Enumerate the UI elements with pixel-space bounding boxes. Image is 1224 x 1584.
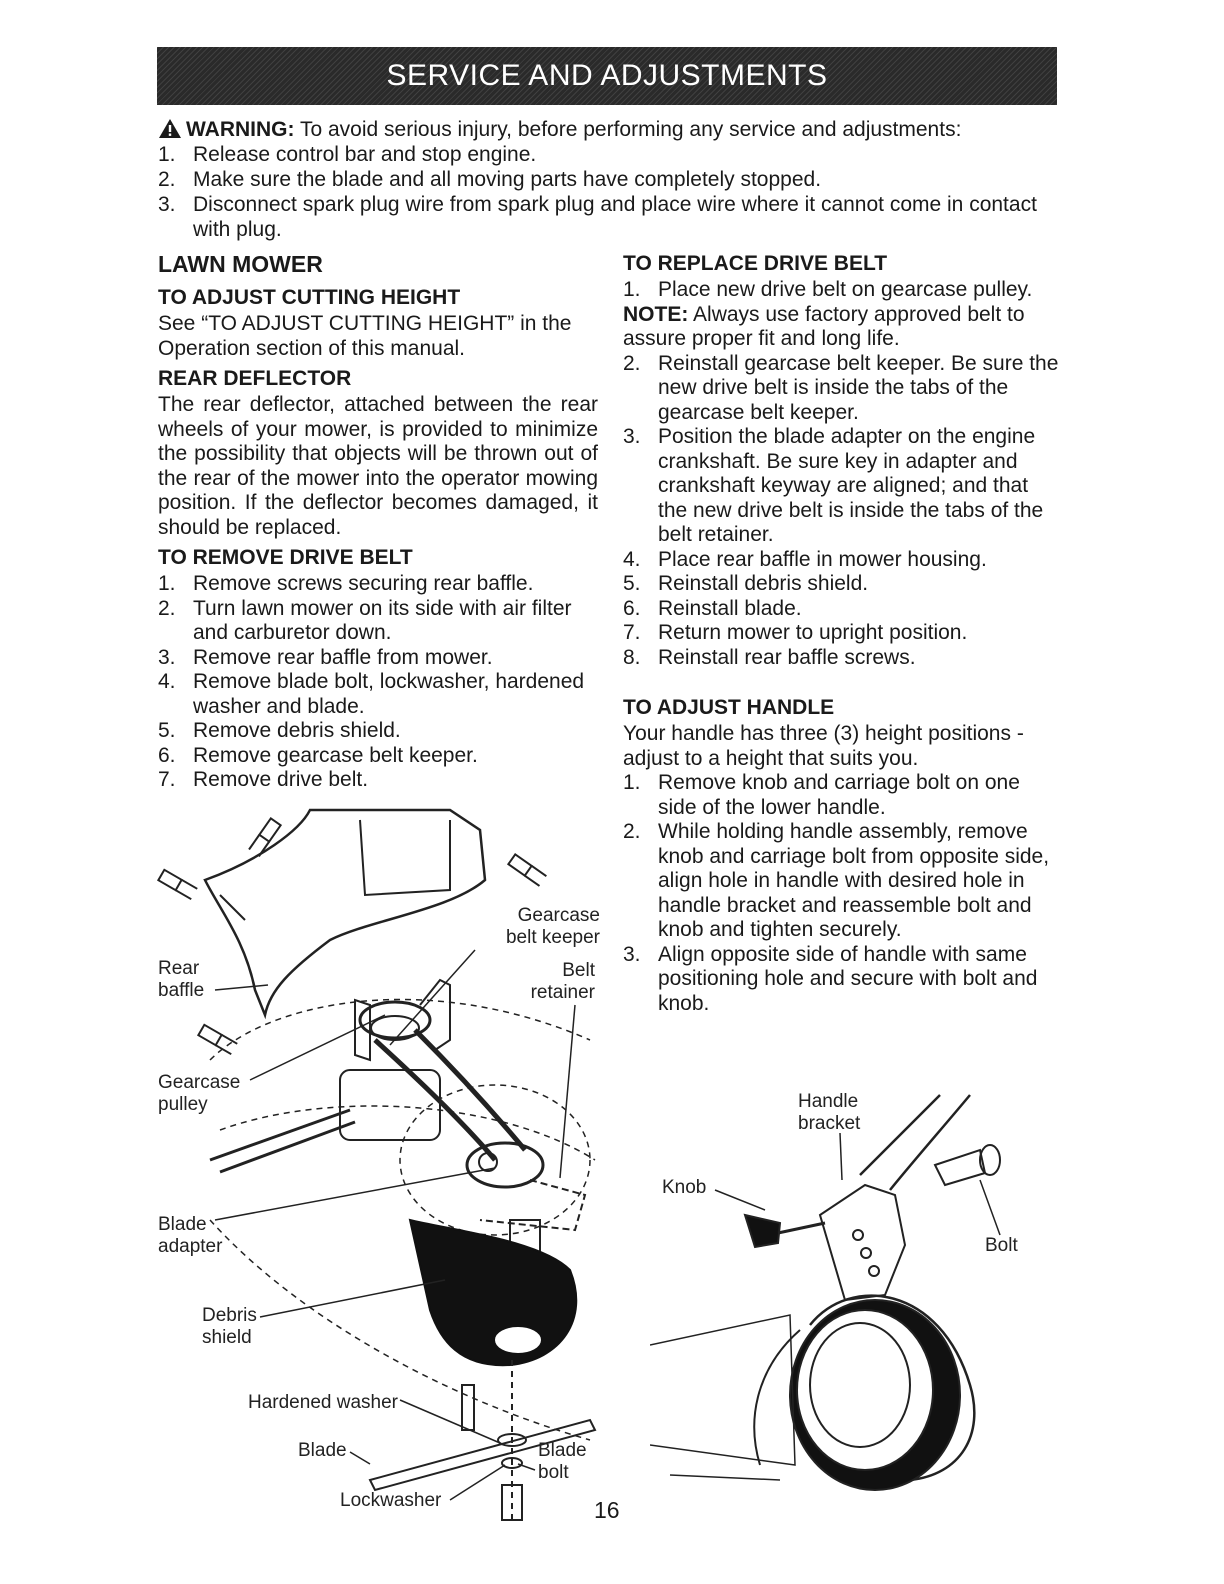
step-number: 3. [623, 425, 641, 448]
section-heading-lawn-mower: LAWN MOWER [158, 251, 323, 277]
note-text: Always use factory approved belt to assure proper fit and long life. [623, 302, 1025, 350]
list-item [623, 771, 1063, 820]
step-text: Remove screws securing rear baffle. [193, 572, 534, 595]
label-hardened-washer: Hardened washer [248, 1392, 398, 1413]
heading-replace-drive-belt: TO REPLACE DRIVE BELT [623, 252, 888, 275]
section-banner [157, 47, 1057, 105]
list-item [623, 572, 1063, 597]
step-text: Release control bar and stop engine. [193, 143, 537, 166]
step-text: Remove rear baffle from mower. [193, 645, 493, 669]
list-item [158, 744, 598, 769]
list-item [158, 646, 598, 671]
list-item [158, 572, 598, 597]
label-gearcase-belt-keeper: Gearcase belt keeper [505, 905, 600, 948]
step-number: 5. [623, 572, 641, 595]
handle-illustration [650, 1085, 1060, 1495]
step-number: 2. [158, 596, 176, 620]
list-item [623, 597, 1063, 622]
heading-adjust-handle: TO ADJUST HANDLE [623, 696, 835, 719]
note-label: NOTE: [623, 302, 689, 326]
list-item [623, 820, 1063, 943]
list-item [158, 192, 1058, 242]
list-item [158, 719, 598, 744]
step-text: Make sure the blade and all moving parts have completely stopped. [193, 168, 822, 191]
label-belt-retainer: Belt retainer [530, 960, 595, 1003]
label-rear-baffle: Rear baffle [158, 958, 205, 1001]
step-number: 1. [623, 278, 641, 301]
step-text: Align opposite side of handle with same positioning hole and secure with bolt and knob. [658, 942, 1038, 1015]
step-text: Remove debris shield. [193, 719, 401, 742]
step-number: 3. [158, 193, 176, 216]
remove-belt-steps [158, 572, 598, 793]
label-blade-bolt: Blade bolt [538, 1440, 587, 1483]
label-lockwasher: Lockwasher [340, 1490, 442, 1511]
list-item [623, 943, 1063, 1017]
right-column [623, 250, 1063, 1016]
label-blade-adapter: Blade adapter [158, 1214, 223, 1257]
step-number: 8. [623, 645, 641, 669]
step-text: Turn lawn mower on its side with air filter and carburetor down. [193, 596, 572, 644]
step-text: Reinstall debris shield. [658, 572, 869, 595]
list-item [158, 167, 1058, 192]
warning-label: WARNING: [186, 118, 295, 141]
label-blade: Blade [298, 1440, 347, 1461]
handle-intro-text: Your handle has three (3) height positions - adjust to a height that suits you. [623, 722, 1024, 770]
step-number: 4. [623, 547, 641, 571]
replace-belt-step-1 [623, 278, 1063, 303]
step-number: 4. [158, 670, 176, 693]
step-text: Remove gearcase belt keeper. [193, 743, 478, 767]
step-number: 1. [623, 771, 641, 794]
label-debris-shield: Debris shield [202, 1305, 257, 1348]
page-title: SERVICE AND ADJUSTMENTS [386, 59, 828, 92]
heading-remove-drive-belt: TO REMOVE DRIVE BELT [158, 546, 413, 569]
warning-triangle-icon [158, 118, 182, 139]
rear-deflector-text: The rear deflector, attached between the rear wheels of your mower, is provided to minimize the possibility that objects will be thrown out of the rear of the mower into the operator mowing position. If the deflector becomes damaged, it should be replaced. [158, 393, 598, 539]
note [623, 303, 1063, 352]
list-item [623, 352, 1063, 426]
warning-block [158, 117, 1058, 242]
step-number: 7. [158, 768, 176, 791]
label-bolt: Bolt [985, 1235, 1018, 1256]
step-number: 6. [623, 596, 641, 620]
label-handle-bracket-text: Handle bracket [798, 1091, 861, 1134]
heading-rear-deflector: REAR DEFLECTOR [158, 367, 352, 390]
warning-line [158, 117, 1058, 142]
step-number: 1. [158, 143, 176, 166]
step-number: 5. [158, 719, 176, 742]
drive-belt-figure [150, 800, 605, 1535]
step-text: Reinstall gearcase belt keeper. Be sure the new drive belt is inside the tabs of the gearcase belt keeper. [658, 351, 1059, 424]
list-item [158, 142, 1058, 167]
list-item [158, 670, 598, 719]
step-text: Return mower to upright position. [658, 621, 968, 644]
step-text: Place rear baffle in mower housing. [658, 547, 987, 571]
list-item [623, 425, 1063, 548]
step-text: Place new drive belt on gearcase pulley. [658, 278, 1033, 301]
step-text: Remove drive belt. [193, 768, 369, 791]
left-column [158, 250, 598, 793]
handle-steps [623, 771, 1063, 1016]
cutting-height-text: See “TO ADJUST CUTTING HEIGHT” in the Operation section of this manual. [158, 312, 572, 360]
list-item [158, 768, 598, 793]
warning-steps [158, 142, 1058, 242]
step-text: Position the blade adapter on the engine crankshaft. Be sure key in adapter and crankshaft keyway are aligned; and that the new drive belt is inside the tabs of the belt retainer. [658, 425, 1044, 546]
step-text: Remove knob and carriage bolt on one side of the lower handle. [658, 771, 1020, 819]
list-item [623, 621, 1063, 646]
step-text: Reinstall blade. [658, 596, 802, 620]
list-item [623, 548, 1063, 573]
page-number: 16 [594, 1497, 620, 1523]
step-number: 2. [623, 820, 641, 843]
step-text: Reinstall rear baffle screws. [658, 645, 916, 669]
label-knob: Knob [662, 1177, 707, 1198]
step-number: 3. [623, 942, 641, 966]
step-number: 1. [158, 572, 176, 595]
heading-adjust-cutting-height: TO ADJUST CUTTING HEIGHT [158, 286, 461, 309]
label-gearcase-pulley: Gearcase pulley [158, 1072, 241, 1115]
step-number: 6. [158, 743, 176, 767]
step-number: 2. [158, 168, 176, 191]
list-item [623, 646, 1063, 671]
step-number: 2. [623, 351, 641, 375]
warning-text: To avoid serious injury, before performing any service and adjustments: [299, 118, 962, 141]
handle-figure [650, 1085, 1060, 1495]
step-text: While holding handle assembly, remove knob and carriage bolt from opposite side, align hole in handle with desired hole in handle bracket and reassemble bolt and knob and tighten securely. [658, 820, 1050, 941]
step-text: Remove blade bolt, lockwasher, hardened washer and blade. [193, 670, 585, 718]
list-item [158, 597, 598, 646]
step-number: 3. [158, 645, 176, 669]
replace-belt-steps [623, 352, 1063, 671]
list-item [623, 278, 1063, 303]
step-number: 7. [623, 621, 641, 644]
step-text: Disconnect spark plug wire from spark plug and place wire where it cannot come in contact with plug. [193, 193, 1037, 241]
